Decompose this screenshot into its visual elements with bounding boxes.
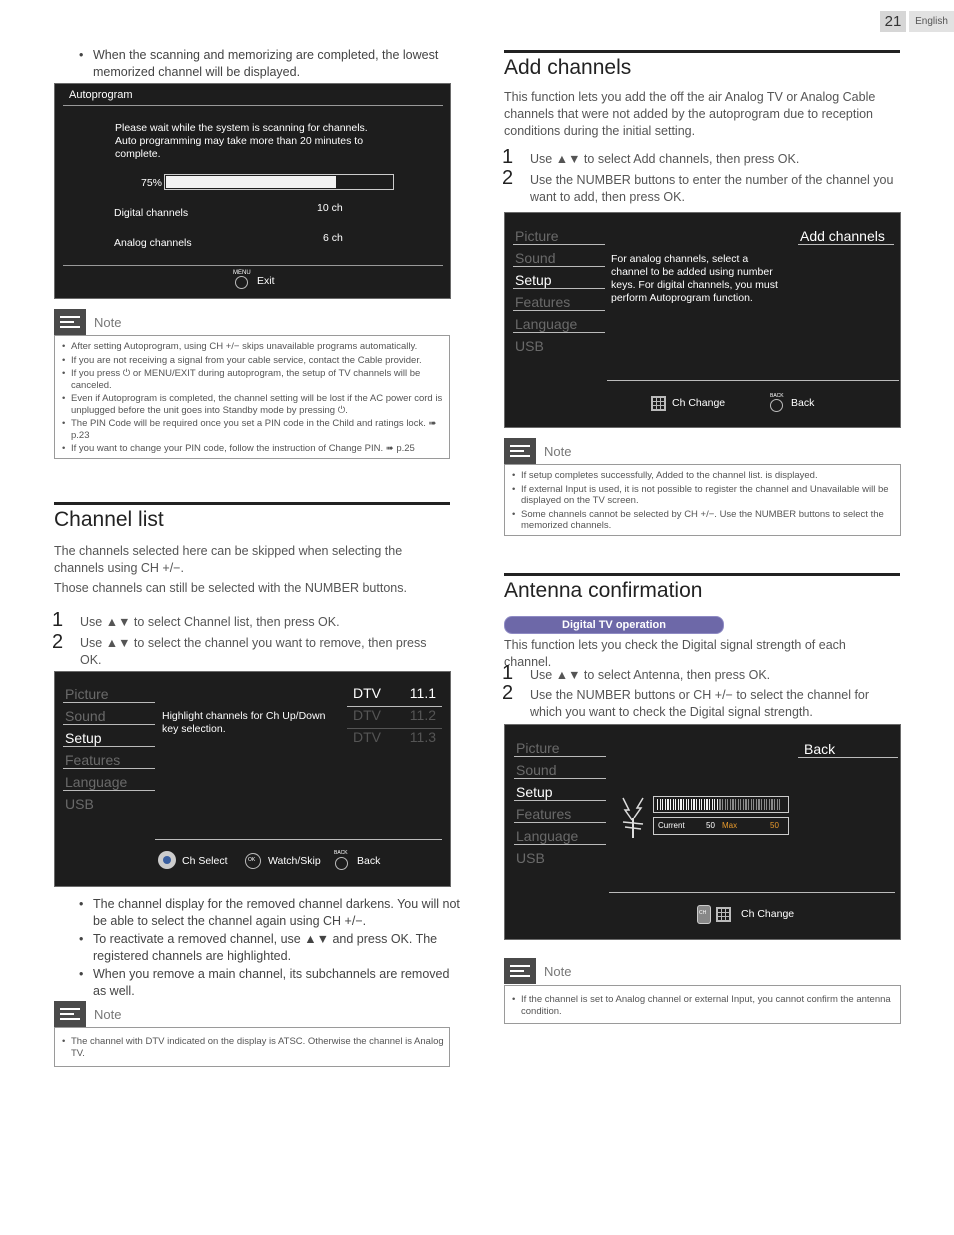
signal-bar [740, 799, 741, 810]
note-icon [504, 438, 536, 464]
note-label: Note [94, 1007, 122, 1022]
add-channels-info: For analog channels, select a channel to be added using number keys. For digital channels, you must perform Autoprogram function. [611, 253, 778, 304]
step-1: Use ▲▼ to select Channel list, then press OK. [80, 615, 340, 629]
channel-number: 11.2 [409, 707, 436, 723]
note-label: Note [544, 964, 572, 979]
footer-ch-change: Ch Change [672, 397, 726, 409]
step-number: 1 [502, 146, 514, 168]
step-2: Use the NUMBER buttons to enter the number of the channel you want to add, then press OK. [530, 173, 894, 204]
signal-bar [662, 799, 663, 810]
note-item: • If external Input is used, it is not possible to register the channel and Unavailable will be displayed on the TV screen. [509, 484, 896, 507]
menu-key-label: MENU [233, 270, 251, 276]
menu-item-picture: Picture [514, 740, 606, 757]
section-rule [504, 50, 900, 53]
step-number: 1 [502, 662, 514, 684]
digital-channels-label: Digital channels [114, 207, 189, 219]
note-box [54, 1027, 450, 1067]
step-number: 2 [502, 682, 514, 704]
ch-key-label: CH [699, 910, 707, 916]
signal-bar [719, 799, 720, 810]
channel-list-bullet: • When you remove a main channel, its subchannels are removed as well. [79, 966, 463, 1000]
step-number: 1 [52, 609, 64, 631]
footer-divider [155, 839, 442, 840]
progress-label: 75% [141, 177, 163, 189]
note-item: • If you press ⏻ or MENU/EXIT during autoprogram, the setup of TV channels will be canceled. [59, 368, 445, 391]
antenna-icon [619, 796, 649, 840]
ok-button-icon [245, 853, 261, 869]
note-box [504, 464, 901, 536]
signal-bar [732, 799, 733, 810]
note-item: • If the channel is set to Analog channel or external Input, you cannot confirm the antenna condition. [509, 994, 896, 1017]
menu-item-usb: USB [516, 850, 545, 866]
footer-watch-skip: Watch/Skip [268, 855, 321, 867]
progress-bar [164, 174, 394, 190]
signal-bar [691, 799, 692, 810]
autoprogram-title: Autoprogram [69, 89, 133, 101]
section-title-add-channels: Add channels [504, 56, 632, 79]
note-box [54, 335, 450, 459]
signal-bar [761, 799, 762, 810]
step-1: Use ▲▼ to select Add channels, then press OK. [530, 152, 800, 166]
note-item: • The PIN Code will be required once you set a PIN code in the Child and ratings lock. ➠ p.23 [59, 418, 445, 441]
signal-bar [779, 799, 780, 810]
section-rule [504, 573, 900, 576]
signal-bar [709, 799, 710, 810]
signal-bar [665, 799, 666, 810]
note-item: • The channel with DTV indicated on the display is ATSC. Otherwise the channel is Analog TV. [59, 1036, 445, 1059]
step-1: Use ▲▼ to select Antenna, then press OK. [530, 668, 771, 682]
footer-divider [607, 380, 899, 381]
channel-list-para2: Those channels can still be selected with the NUMBER buttons. [54, 581, 407, 595]
note-item: • If you are not receiving a signal from your cable service, contact the Cable provider. [59, 355, 445, 367]
max-value: 50 [770, 821, 779, 830]
menu-item-features: Features [513, 294, 605, 311]
note-header [504, 438, 704, 464]
menu-item-language: Language [513, 316, 605, 333]
section-title-channel-list: Channel list [54, 508, 164, 531]
menu-item-setup: Setup [514, 784, 606, 801]
signal-bar [771, 799, 772, 810]
signal-bar [769, 799, 770, 810]
step-2: Use the NUMBER buttons or CH +/− to select the channel for which you want to check the Digital signal strength. [530, 688, 870, 719]
signal-bar [730, 799, 731, 810]
signal-bar [704, 799, 705, 810]
menu-item-sound: Sound [514, 762, 606, 779]
signal-bar [693, 799, 694, 810]
note-label: Note [94, 315, 122, 330]
signal-readout [653, 817, 789, 835]
channel-list-bullet: • The channel display for the removed channel darkens. You will not be able to select the channel again using CH +/−. [79, 896, 463, 930]
current-value: 50 [706, 821, 715, 830]
analog-channels-value: 6 ch [323, 232, 343, 244]
back-key-label: BACK [770, 393, 784, 399]
digital-tv-badge: Digital TV operation [504, 616, 724, 634]
step-number: 2 [502, 167, 514, 189]
signal-bar [699, 799, 700, 810]
note-item: • After setting Autoprogram, using CH +/− skips unavailable programs automatically. [59, 341, 445, 353]
signal-bar [680, 799, 681, 810]
section-title-antenna: Antenna confirmation [504, 579, 703, 602]
menu-item-language: Language [63, 774, 155, 791]
footer-ch-change: Ch Change [741, 908, 795, 920]
signal-bar [751, 799, 752, 810]
footer-ch-select: Ch Select [182, 855, 228, 867]
number-keys-icon [716, 907, 731, 922]
max-label: Max [722, 821, 738, 830]
menu-item-language: Language [514, 828, 606, 845]
footer-divider [609, 892, 895, 893]
note-item: • If setup completes successfully, Added to the channel list. is displayed. [509, 470, 896, 482]
signal-bar [688, 799, 689, 810]
channel-list-para1: The channels selected here can be skipped when selecting the channels using CH +/−. [54, 544, 403, 575]
step-number: 2 [52, 631, 64, 653]
section-rule [54, 502, 450, 505]
note-box [504, 985, 901, 1024]
signal-bar [667, 799, 668, 810]
antenna-heading: Back [798, 741, 898, 758]
digital-channels-value: 10 ch [317, 202, 343, 214]
back-key-label: BACK [334, 850, 348, 856]
menu-item-setup: Setup [63, 730, 155, 747]
antenna-screen [504, 724, 901, 940]
signal-bar [758, 799, 759, 810]
signal-bar [712, 799, 713, 810]
signal-bar [764, 799, 765, 810]
channel-row [347, 706, 442, 729]
signal-bar [753, 799, 754, 810]
channel-number: 11.3 [409, 729, 436, 745]
signal-bar [683, 799, 684, 810]
signal-bar [673, 799, 674, 810]
note-item: • Even if Autoprogram is completed, the channel setting will be lost if the AC power cord is unplugged before the unit goes into Standby mode by pressing ⏻. [59, 393, 445, 416]
note-item: • If you want to change your PIN code, follow the instruction of Change PIN. ➠ p.25 [59, 443, 445, 455]
note-label: Note [544, 444, 572, 459]
signal-bar [777, 799, 778, 810]
dpad-icon [158, 851, 176, 869]
note-header [54, 1001, 254, 1027]
signal-bar [696, 799, 697, 810]
note-icon [54, 1001, 86, 1027]
autoprogram-message: Please wait while the system is scanning for channels. Auto programming may take more than 20 minutes to complete. [115, 122, 368, 160]
channel-type: DTV [353, 685, 381, 701]
add-channels-para: This function lets you add the off the air Analog TV or Analog Cable channels that were not added by the autoprogram due to reception conditions during the initial setting. [504, 90, 876, 138]
add-channels-screen [504, 212, 901, 428]
note-header [54, 309, 254, 335]
signal-meter [653, 796, 789, 813]
signal-bar [727, 799, 728, 810]
note-item: • Some channels cannot be selected by CH +/−. Use the NUMBER buttons to select the memorized channels. [509, 509, 896, 532]
signal-bars [657, 799, 785, 810]
signal-bar [748, 799, 749, 810]
signal-bar [738, 799, 739, 810]
channel-list-screen [54, 671, 451, 887]
autoprogram-screen [54, 83, 451, 299]
signal-bar [714, 799, 715, 810]
signal-bar [735, 799, 736, 810]
signal-bar [725, 799, 726, 810]
footer-divider [63, 265, 443, 266]
menu-item-features: Features [514, 806, 606, 823]
menu-item-setup: Setup [513, 272, 605, 289]
channel-type: DTV [353, 729, 381, 745]
signal-bar [766, 799, 767, 810]
channel-row [347, 684, 442, 707]
menu-item-features: Features [63, 752, 155, 769]
footer-back: Back [791, 397, 815, 409]
signal-bar [706, 799, 707, 810]
signal-bar [675, 799, 676, 810]
signal-bar [722, 799, 723, 810]
note-header [504, 958, 704, 984]
add-channels-heading: Add channels [798, 228, 894, 245]
signal-bar [686, 799, 687, 810]
language-label: English [909, 11, 954, 32]
ch-button-icon [697, 905, 711, 924]
antenna-para: This function lets you check the Digital signal strength of each channel. [504, 638, 846, 669]
footer-back: Back [357, 855, 381, 867]
step-2: Use ▲▼ to select the channel you want to remove, then press OK. [80, 636, 427, 667]
menu-item-sound: Sound [63, 708, 155, 725]
intro-bullet: • When the scanning and memorizing are completed, the lowest memorized channel will be displayed. [79, 47, 463, 81]
signal-bar [743, 799, 744, 810]
exit-label: Exit [257, 275, 275, 287]
note-icon [504, 958, 536, 984]
menu-item-usb: USB [515, 338, 544, 354]
page-number: 21 [880, 11, 906, 32]
signal-bar [670, 799, 671, 810]
signal-bar [701, 799, 702, 810]
signal-bar [657, 799, 658, 810]
note-icon [54, 309, 86, 335]
back-button-icon [770, 399, 783, 412]
channel-list-hint: Highlight channels for Ch Up/Down key selection. [162, 710, 326, 735]
ok-key-label: OK [248, 857, 256, 863]
signal-bar [660, 799, 661, 810]
analog-channels-label: Analog channels [114, 237, 192, 249]
channel-list-bullet: • To reactivate a removed channel, use ▲▼ and press OK. The registered channels are highlighted. [79, 931, 463, 965]
channel-number: 11.1 [409, 685, 436, 701]
back-button-icon [335, 857, 348, 870]
title-divider [63, 105, 443, 106]
progress-fill [166, 176, 336, 188]
signal-bar [774, 799, 775, 810]
menu-item-usb: USB [65, 796, 94, 812]
channel-type: DTV [353, 707, 381, 723]
menu-button-icon [235, 276, 248, 289]
signal-bar [756, 799, 757, 810]
menu-item-picture: Picture [513, 228, 605, 245]
signal-bar [678, 799, 679, 810]
signal-bar [745, 799, 746, 810]
menu-item-picture: Picture [63, 686, 155, 703]
number-keys-icon [651, 396, 666, 411]
menu-item-sound: Sound [513, 250, 605, 267]
channel-row [347, 728, 442, 750]
current-label: Current [658, 821, 685, 830]
signal-bar [717, 799, 718, 810]
